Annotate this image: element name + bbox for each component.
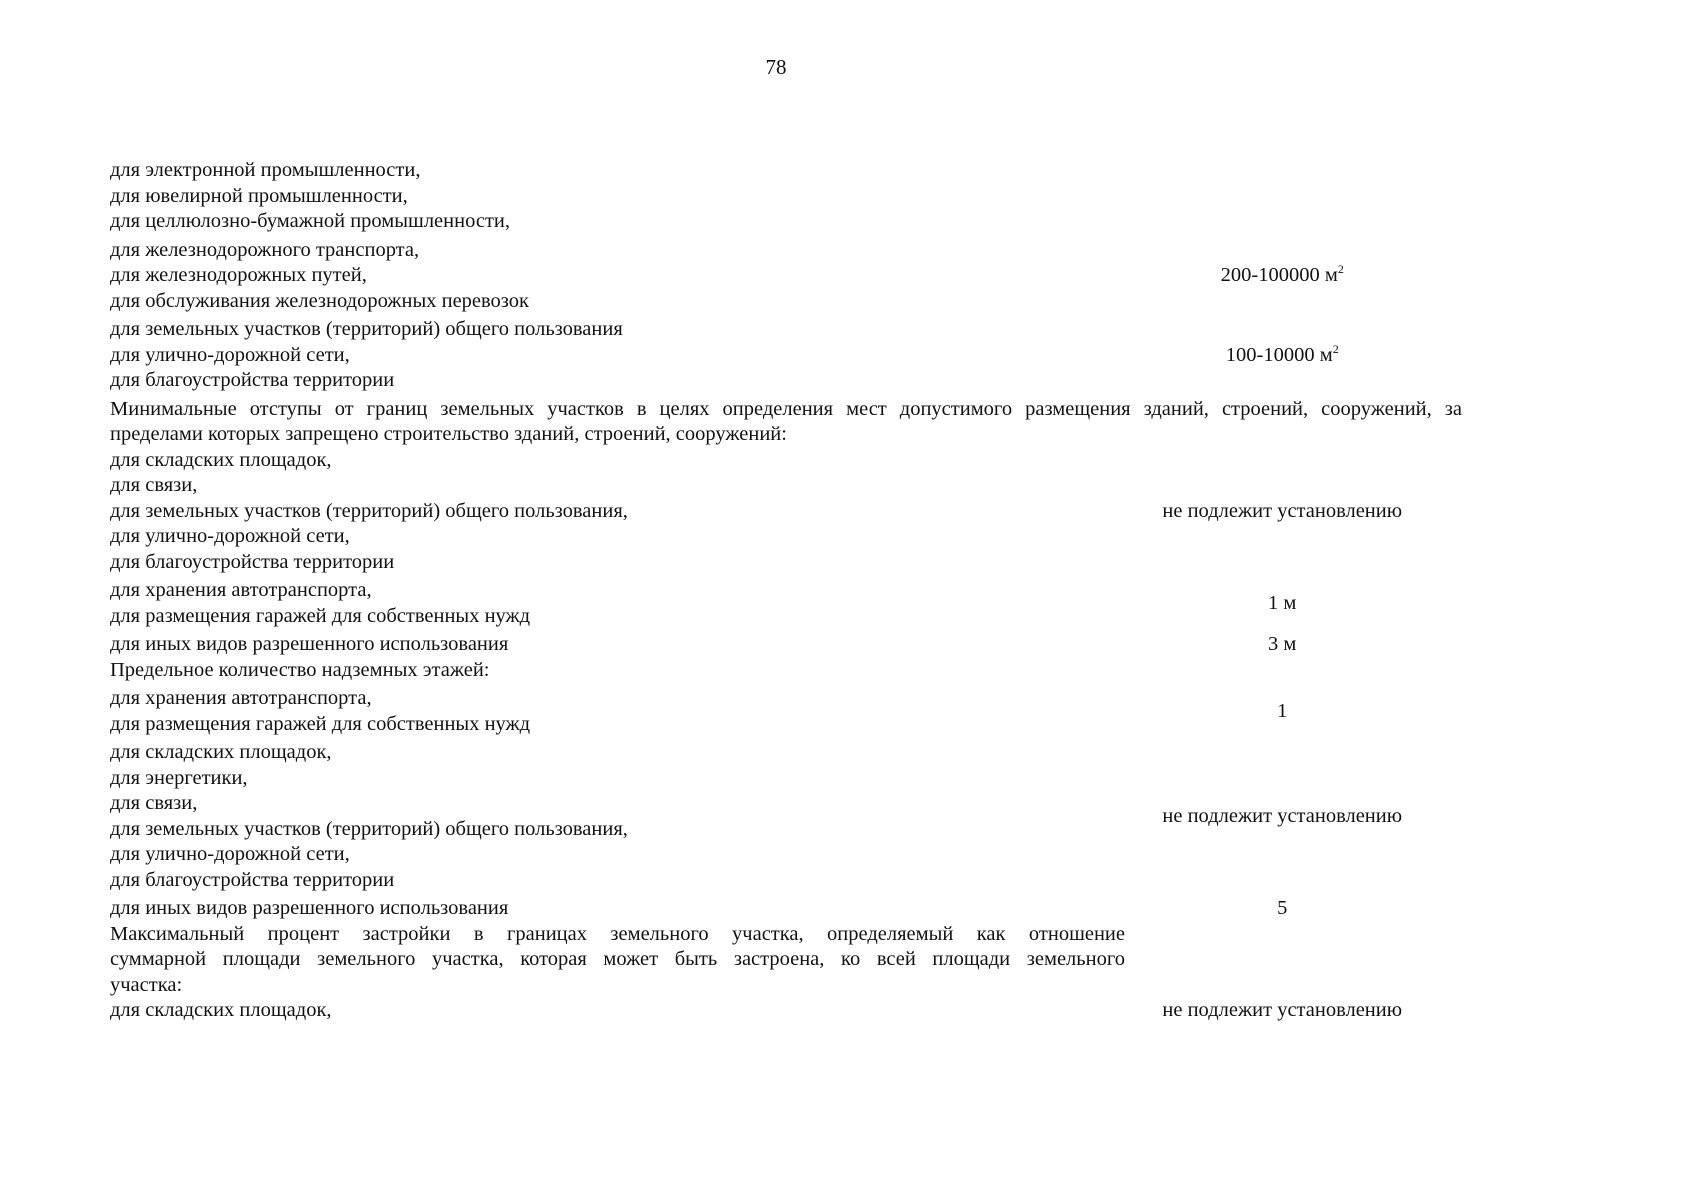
use-type-line: для энергетики, (110, 766, 248, 789)
use-type-line: для обслуживания железнодорожных перевозок (110, 289, 529, 312)
use-type-list (110, 896, 1126, 922)
use-type-line: для целлюлозно-бумажной промышленности, (110, 210, 511, 232)
parameter-value: 1 (1277, 700, 1288, 722)
table-row (110, 686, 1462, 737)
use-type-list (110, 238, 1126, 315)
value-text: 100-10000 м (1225, 343, 1333, 366)
use-type-line: для иных видов разрешенного использования (110, 633, 509, 655)
use-type-line: для благоустройства территории (110, 868, 395, 891)
use-type-line: для железнодорожных путей, (110, 264, 367, 286)
table-row (110, 317, 1462, 394)
heading-line: суммарной площади земельного участка, которая может быть застроена, ко всей площади земельного (110, 948, 1125, 970)
heading-line: участка: (110, 973, 183, 996)
use-type-line: для улично-дорожной сети, (110, 843, 350, 865)
use-type-line: для хранения автотранспорта, (110, 687, 372, 709)
use-type-line: для связи, (110, 474, 198, 496)
table-row (110, 632, 1462, 658)
use-type-list (110, 448, 1126, 576)
table-row (110, 740, 1462, 893)
unit-superscript: 2 (1332, 341, 1339, 356)
use-type-line: для улично-дорожной сети, (110, 343, 350, 366)
use-type-list (110, 740, 1126, 893)
table-row (110, 158, 1462, 235)
parameter-value (1114, 341, 1450, 367)
use-type-line: для хранения автотранспорта, (110, 579, 372, 601)
use-type-list (110, 998, 1126, 1024)
heading-line: пределами которых запрещено строительство зданий, строений, сооружений: (110, 423, 787, 445)
parameter-value: не подлежит установлению (1162, 999, 1403, 1022)
use-type-list (110, 158, 1126, 235)
use-type-list (110, 686, 1126, 737)
heading-line: Минимальные отступы от границ земельных участков в целях определения мест допустимого размещения зданий, строений, сооружений, за (110, 397, 1462, 420)
table-row (110, 578, 1462, 629)
use-type-line: для земельных участков (территорий) общего пользования, (110, 499, 628, 522)
use-type-line: для размещения гаражей для собственных нужд (110, 604, 531, 627)
use-type-line: для связи, (110, 792, 198, 814)
table-row (110, 448, 1462, 576)
section-heading-coverage (110, 922, 1125, 999)
parameter-value: не подлежит установлению (1162, 805, 1403, 827)
use-type-line: для земельных участков (территорий) общего пользования, (110, 817, 628, 840)
table-row (110, 998, 1462, 1024)
table-row (110, 238, 1462, 315)
parameter-value: 5 (1277, 897, 1288, 920)
section-heading-setbacks (110, 397, 1462, 448)
value-text: 200-100000 м (1220, 264, 1338, 287)
page-number: 78 (765, 55, 787, 79)
use-type-line: для земельных участков (территорий) общего пользования (110, 318, 623, 340)
use-type-line: для иных видов разрешенного использования (110, 897, 509, 919)
use-type-line: для благоустройства территории (110, 550, 395, 573)
parameter-value: не подлежит установлению (1162, 499, 1403, 522)
use-type-line: для складских площадок, (110, 741, 332, 763)
use-type-list (110, 578, 1126, 629)
use-type-line: для складских площадок, (110, 999, 332, 1021)
use-type-line: для железнодорожного транспорта, (110, 238, 420, 261)
document-body (110, 158, 1462, 1024)
use-type-line: для электронной промышленности, (110, 159, 421, 181)
use-type-line: для складских площадок, (110, 448, 332, 471)
parameter-value (1114, 264, 1450, 287)
use-type-line: для ювелирной промышленности, (110, 184, 408, 207)
heading-line: Максимальный процент застройки в границах земельного участка, определяемый как отношение (110, 922, 1125, 945)
unit-superscript: 2 (1337, 262, 1344, 277)
use-type-line: для размещения гаражей для собственных нужд (110, 712, 531, 735)
use-type-list (110, 632, 1126, 658)
section-heading-floors (110, 658, 1462, 684)
parameter-value: 3 м (1268, 633, 1297, 656)
use-type-list (110, 317, 1126, 394)
table-row (110, 896, 1462, 922)
heading-line: Предельное количество надземных этажей: (110, 658, 490, 681)
parameter-value: 1 м (1268, 592, 1297, 614)
use-type-line: для благоустройства территории (110, 369, 395, 391)
use-type-line: для улично-дорожной сети, (110, 525, 350, 547)
